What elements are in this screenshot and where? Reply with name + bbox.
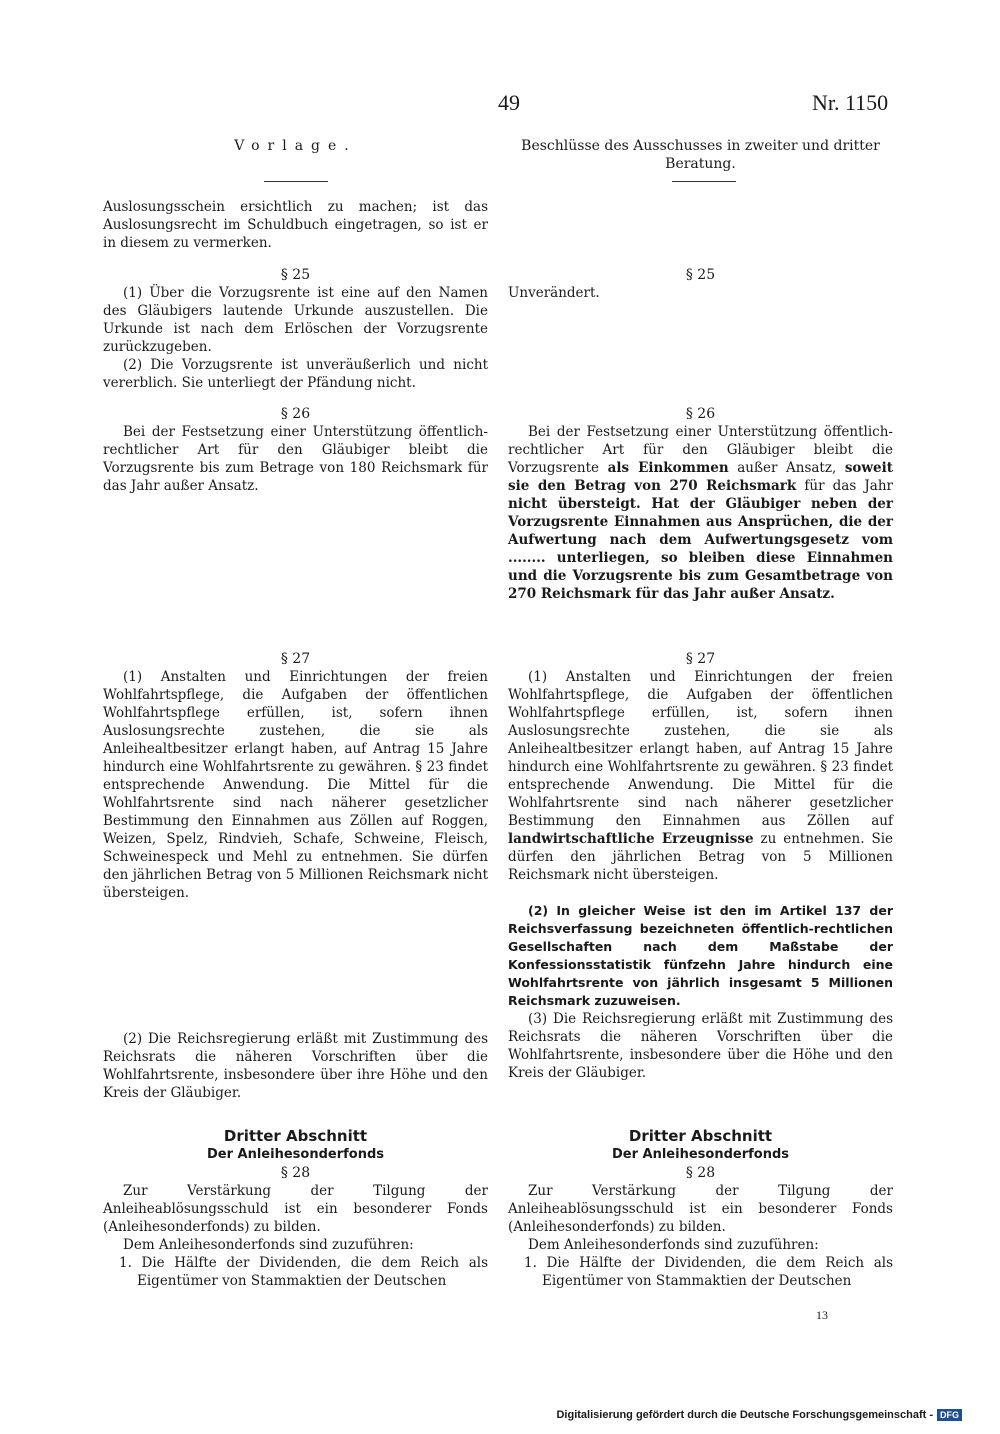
left-s25-p1: (1) Über die Vorzugsrente ist eine auf den Namen des Gläubigers lautende Urkunde auszustellen. Die Urkunde ist nach dem Erlöschen der Vorzugsrente zurückzugeben. [103, 285, 488, 355]
right-block-s27-p2 [508, 902, 893, 1082]
left-s28-item1: 1. Die Hälfte der Dividenden, die dem Reich als Eigentümer von Stammaktien der Deutschen [119, 1255, 488, 1289]
left-block-section3 [103, 1126, 488, 1290]
right-s28-item1: 1. Die Hälfte der Dividenden, die dem Reich als Eigentümer von Stammaktien der Deutschen [524, 1255, 893, 1289]
right-s26-e: für das Jahr [796, 478, 893, 494]
right-block-s27 [508, 650, 893, 884]
dfg-logo-icon: DFG [937, 1409, 962, 1421]
right-s27-p1a: (1) Anstalten und Einrichtungen der freien Wohlfahrtspflege, die Aufgaben der öffentlichen Wohlfahrtspflege erfüllen, ist, sofern ihnen Auslosungsrechte zustehen, die sie als Anleihealtbesitzer erlangt haben, auf Antrag 15 Jahre hindurch eine Wohlfahrtsrente zu gewähren. § 23 findet entsprechende Anwendung. Die Mittel für die Wohlfahrtsrente sind nach näherer gesetzlicher Bestimmung den Einnahmen aus Zöllen auf [508, 669, 893, 829]
left-block-s26 [103, 405, 488, 495]
right-s27-p1b: landwirtschaftliche Erzeugnisse [508, 831, 754, 847]
left-heading-rule [264, 181, 328, 182]
left-s27-p2: (2) Die Reichsregierung erläßt mit Zustimmung des Reichsrats die näheren Vorschriften über die Wohlfahrtsrente, insbesondere über ihre Höhe und den Kreis der Gläubiger. [103, 1031, 488, 1101]
left-s27-p1: (1) Anstalten und Einrichtungen der freien Wohlfahrtspflege, die Aufgaben der öffentlichen Wohlfahrtspflege erfüllen, ist, sofern ihnen Auslosungsrechte zustehen, die sie als Anleihealtbesitzer erlangt haben, auf Antrag 15 Jahre hindurch eine Wohlfahrtsrente zu gewähren. § 23 findet entsprechende Anwendung. Die Mittel für die Wohlfahrtsrente sind nach näherer gesetzlicher Bestimmung den Einnahmen aus Zöllen auf Roggen, Weizen, Spelz, Rindvieh, Schafe, Schweine, Fleisch, Schweinespeck und Mehl zu entnehmen. Sie dürfen den jährlichen Betrag von 5 Millionen Reichsmark nicht übersteigen. [103, 669, 488, 901]
right-s26-d: soweit sie den Betrag von 270 Reichsmark [508, 460, 894, 494]
left-s27-title: § 27 [280, 651, 311, 667]
right-s28-p1: Zur Verstärkung der Tilgung der Anleiheablösungsschuld ist ein besonderer Fonds (Anleihesonderfonds) zu bilden. [508, 1183, 893, 1235]
right-s27-title: § 27 [685, 651, 716, 667]
right-block-section3 [508, 1126, 893, 1290]
left-s26-p1: Bei der Festsetzung einer Unterstützung öffentlich-rechtlicher Art für den Gläubiger bleibt die Vorzugsrente bis zum Betrage von 180 Reichsmark für das Jahr außer Ansatz. [103, 424, 488, 494]
sheet-number: 13 [816, 1308, 828, 1322]
right-section-subtitle: Der Anleihesonderfonds [611, 1147, 789, 1162]
left-column-heading: Vorlage. [234, 138, 357, 154]
right-s26-c: außer Ansatz, [728, 460, 845, 476]
left-s26-title: § 26 [280, 406, 311, 422]
right-block-s25 [508, 266, 893, 302]
footer-text: Digitalisierung gefördert durch die Deutsche Forschungsgemeinschaft - [556, 1409, 933, 1421]
right-s26-a: Bei der Festsetzung einer Unterstützung öffentlich-rechtlicher Art für den Gläubiger bleibt die Vorzugsrente [508, 424, 893, 476]
left-block-s27-p2 [103, 1030, 488, 1102]
left-block-s25 [103, 266, 488, 392]
right-s26-f: nicht übersteigt. Hat der Gläubiger neben der Vorzugsrente Einnahmen aus Ansprüchen, die der Aufwertung nach dem Aufwertungsgesetz vom ........ unterliegen, so bleiben diese Einnahmen und die Vorzugsrente bis zum Gesamtbetrage von 270 Reichsmark für das Jahr außer Ansatz. [508, 496, 893, 602]
left-block-s27 [103, 650, 488, 902]
right-s26-b: als Einkommen [607, 460, 729, 476]
right-column-heading: Beschlüsse des Ausschusses in zweiter und dritter Beratung. [521, 138, 880, 172]
right-block-s26 [508, 405, 893, 603]
right-s25-text: Unverändert. [508, 285, 600, 301]
right-s28-p2: Dem Anleihesonderfonds sind zuzuführen: [528, 1237, 819, 1253]
left-s28-p2: Dem Anleihesonderfonds sind zuzuführen: [123, 1237, 414, 1253]
right-s27-p1c: zu entnehmen. Sie dürfen den jährlichen Betrag von 5 Millionen Reichsmark nicht übersteigen. [508, 831, 894, 883]
page-number: 49 [498, 90, 520, 115]
left-section-title: Dritter Abschnitt [223, 1127, 368, 1145]
left-block-intro [103, 198, 488, 252]
right-heading-rule [672, 181, 736, 182]
right-s26-title: § 26 [685, 406, 716, 422]
right-section-title: Dritter Abschnitt [628, 1127, 773, 1145]
left-s28-p1: Zur Verstärkung der Tilgung der Anleiheablösungsschuld ist ein besonderer Fonds (Anleihesonderfonds) zu bilden. [103, 1183, 488, 1235]
left-section-subtitle: Der Anleihesonderfonds [206, 1147, 384, 1162]
left-s25-title: § 25 [280, 267, 311, 283]
footer-credit [556, 1409, 962, 1421]
right-s28-title: § 28 [685, 1165, 716, 1181]
right-s27-p2: (2) In gleicher Weise ist den im Artikel 137 der Reichsverfassung bezeichneten öffentlich-rechtlichen Gesellschaften nach dem Maßstabe der Konfessionsstatistik fünfzehn Jahre hindurch eine Wohlfahrtsrente von jährlich insgesamt 5 Millionen Reichsmark zuzuweisen. [508, 903, 893, 1008]
right-s26-p1 [508, 423, 893, 603]
right-s25-title: § 25 [685, 267, 716, 283]
right-s27-p3: (3) Die Reichsregierung erläßt mit Zustimmung des Reichsrats die näheren Vorschriften über die Wohlfahrtsrente, insbesondere über die Höhe und den Kreis der Gläubiger. [508, 1011, 893, 1081]
left-s28-title: § 28 [280, 1165, 311, 1181]
document-number: Nr. 1150 [812, 90, 889, 115]
right-s27-p1 [508, 668, 893, 884]
left-s25-p2: (2) Die Vorzugsrente ist unveräußerlich und nicht vererblich. Sie unterliegt der Pfändung nicht. [103, 357, 488, 391]
left-intro-text: Auslosungsschein ersichtlich zu machen; ist das Auslosungsrecht im Schuldbuch eingetragen, so ist er in diesem zu vermerken. [103, 199, 488, 251]
